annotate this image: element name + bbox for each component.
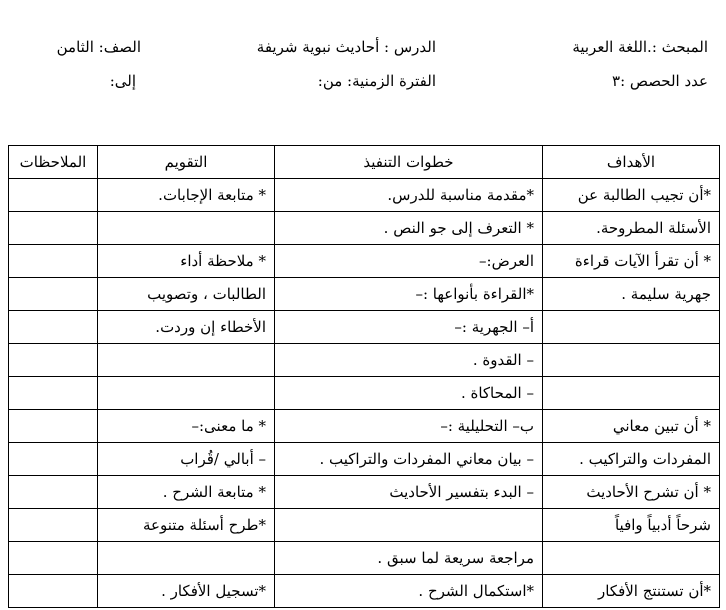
cell-note [9, 509, 98, 542]
cell-step: ب– التحليلية :– [275, 410, 543, 443]
cell-evaluation [98, 542, 275, 575]
duration-label: الفترة الزمنية: من: [317, 72, 436, 90]
cell-objective: شرحاً أدبياً وافياً [543, 509, 720, 542]
cell-step: – المحاكاة . [275, 377, 543, 410]
header-evaluation: التقويم [98, 146, 275, 179]
cell-objective [543, 377, 720, 410]
table-row [9, 377, 720, 410]
cell-step: * التعرف إلى جو النص . [275, 212, 543, 245]
header-notes: الملاحظات [9, 146, 98, 179]
cell-step: *القراءة بأنواعها :– [275, 278, 543, 311]
header-steps: خطوات التنفيذ [275, 146, 543, 179]
cell-objective: المفردات والتراكيب . [543, 443, 720, 476]
table-row [9, 509, 720, 542]
cell-evaluation [98, 212, 275, 245]
cell-step: – بيان معاني المفردات والتراكيب . [275, 443, 543, 476]
cell-note [9, 179, 98, 212]
grade-label: الصف: الثامن [56, 38, 141, 56]
cell-evaluation [98, 377, 275, 410]
cell-step [275, 509, 543, 542]
table-row [9, 476, 720, 509]
cell-note [9, 443, 98, 476]
cell-note [9, 476, 98, 509]
cell-evaluation: * متابعة الشرح . [98, 476, 275, 509]
table-row [9, 278, 720, 311]
cell-objective [543, 311, 720, 344]
cell-objective: *أن تستنتج الأفكار [543, 575, 720, 608]
cell-note [9, 311, 98, 344]
table-row [9, 245, 720, 278]
cell-evaluation: * ما معنى:– [98, 410, 275, 443]
cell-step: *استكمال الشرح . [275, 575, 543, 608]
table-row [9, 344, 720, 377]
cell-note [9, 377, 98, 410]
cell-note [9, 278, 98, 311]
cell-objective: *أن تجيب الطالبة عن [543, 179, 720, 212]
cell-step: مراجعة سريعة لما سبق . [275, 542, 543, 575]
cell-step: *مقدمة مناسبة للدرس. [275, 179, 543, 212]
table-row [9, 212, 720, 245]
cell-evaluation [98, 344, 275, 377]
cell-evaluation: الأخطاء إن وردت. [98, 311, 275, 344]
cell-note [9, 245, 98, 278]
lesson-plan-table [8, 145, 720, 608]
subject-label: المبحث :.اللغة العربية [572, 38, 708, 56]
cell-note [9, 410, 98, 443]
cell-evaluation: * ملاحظة أداء [98, 245, 275, 278]
to-label: إلى: [109, 72, 136, 90]
header-objectives: الأهداف [543, 146, 720, 179]
cell-step: العرض:– [275, 245, 543, 278]
cell-note [9, 212, 98, 245]
table-row [9, 311, 720, 344]
table-row [9, 179, 720, 212]
lesson-label: الدرس : أحاديث نبوية شريفة [256, 38, 436, 56]
table-row [9, 542, 720, 575]
cell-objective: * أن تشرح الأحاديث [543, 476, 720, 509]
table-row [9, 410, 720, 443]
cell-evaluation: *تسجيل الأفكار . [98, 575, 275, 608]
table-header-row [9, 146, 720, 179]
cell-evaluation: * متابعة الإجابات. [98, 179, 275, 212]
table-row [9, 443, 720, 476]
cell-objective: الأسئلة المطروحة. [543, 212, 720, 245]
cell-note [9, 344, 98, 377]
cell-evaluation: الطالبات ، وتصويب [98, 278, 275, 311]
cell-objective [543, 344, 720, 377]
cell-note [9, 575, 98, 608]
cell-evaluation: – أبالي /قُراب [98, 443, 275, 476]
cell-objective: * أن تقرأ الآيات قراءة [543, 245, 720, 278]
cell-step: أ– الجهرية :– [275, 311, 543, 344]
cell-step: – القدوة . [275, 344, 543, 377]
cell-note [9, 542, 98, 575]
cell-evaluation: *طرح أسئلة متنوعة [98, 509, 275, 542]
periods-label: عدد الحصص :٣ [612, 72, 708, 90]
cell-objective: * أن تبين معاني [543, 410, 720, 443]
cell-objective: جهرية سليمة . [543, 278, 720, 311]
cell-objective [543, 542, 720, 575]
cell-step: – البدء بتفسير الأحاديث [275, 476, 543, 509]
table-row [9, 575, 720, 608]
